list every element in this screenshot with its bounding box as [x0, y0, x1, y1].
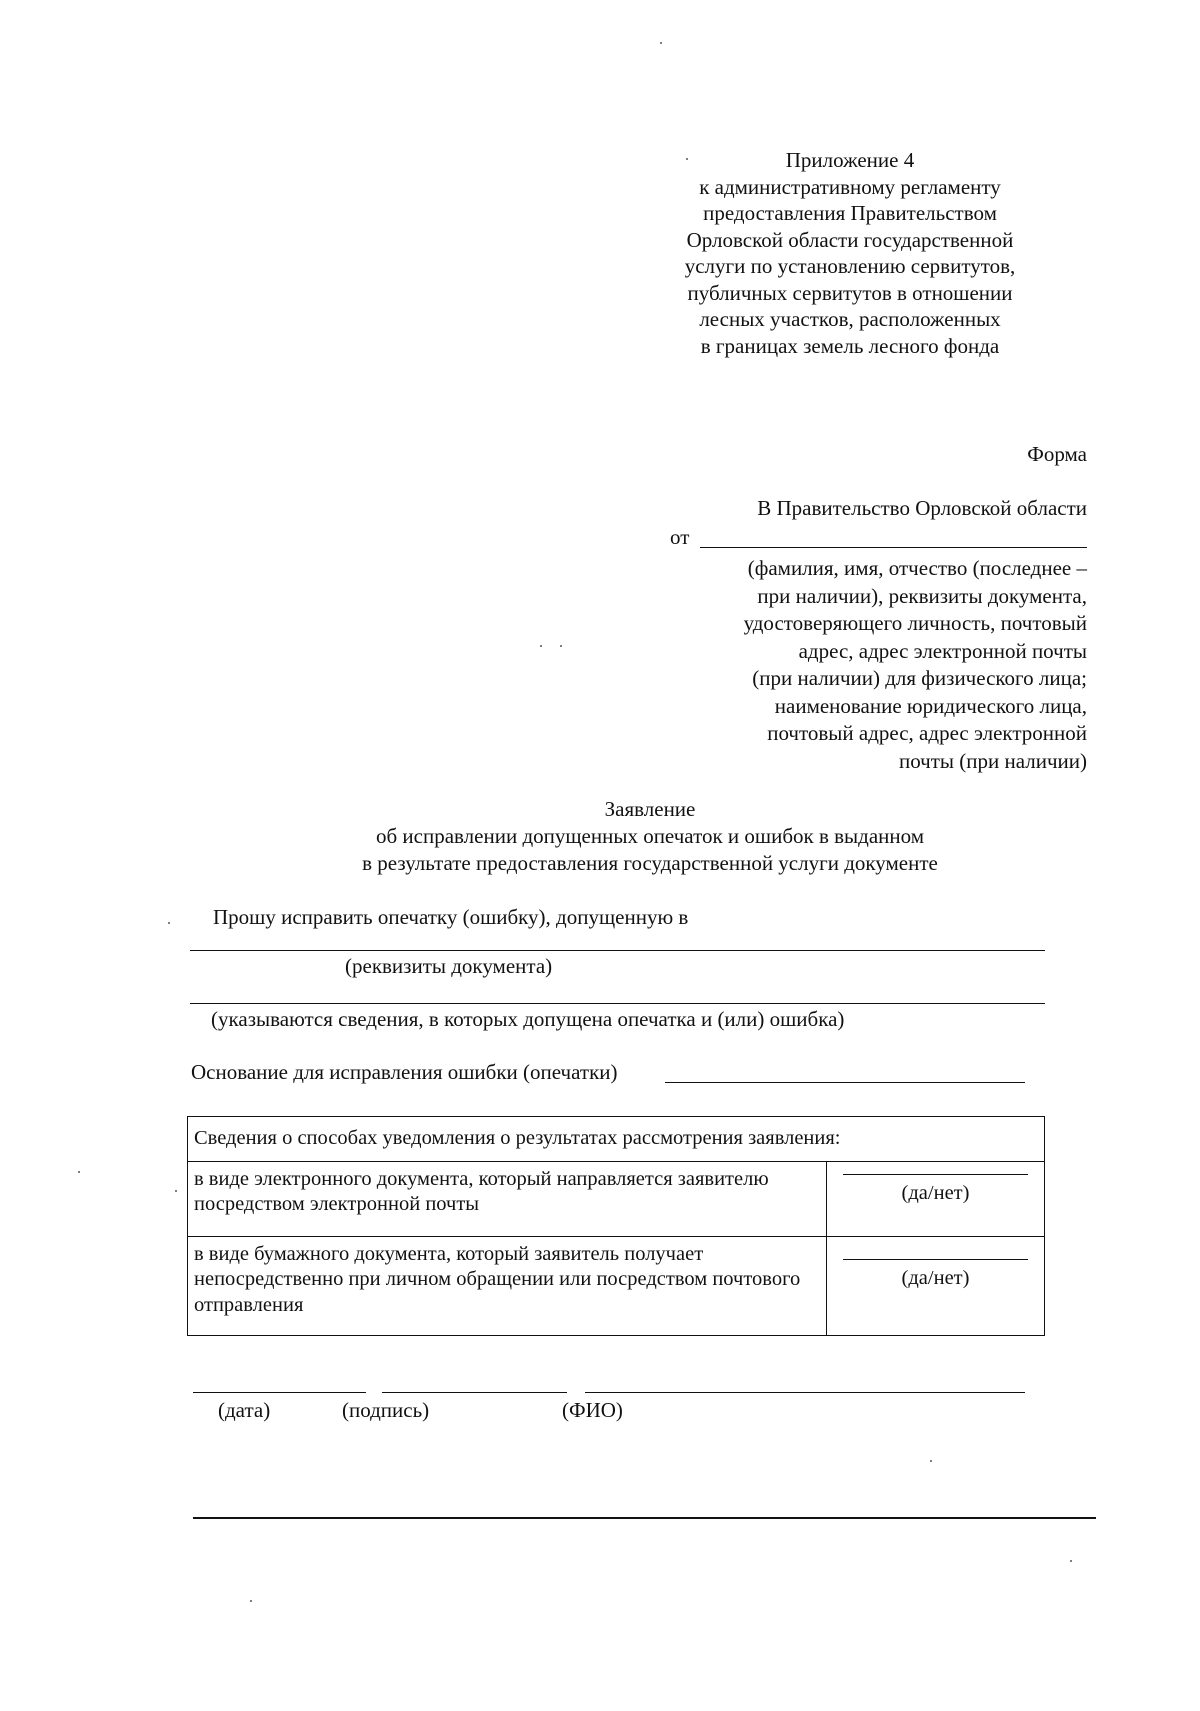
signature-caption: (подпись) [342, 1398, 430, 1422]
document-details-line[interactable] [190, 950, 1045, 951]
basis-label: Основание для исправления ошибки (опечатки) [191, 1060, 618, 1084]
title-line: Заявление [604, 797, 696, 821]
scan-speck [175, 1190, 177, 1192]
hint-line: (фамилия, имя, отчество (последнее – [747, 556, 1087, 580]
scan-speck [1070, 1560, 1072, 1562]
table-row-text: в виде электронного документа, который направляется заявителю посредством электронной почты [188, 1161, 827, 1236]
hint-line: (при наличии) для физического лица; [752, 666, 1087, 690]
from-row [670, 525, 1087, 551]
fio-caption: (ФИО) [562, 1398, 623, 1422]
title-line: в результате предоставления государственной услуги документе [362, 851, 938, 875]
addressee-to: В Правительство Орловской области [757, 496, 1087, 520]
date-line[interactable] [193, 1392, 366, 1393]
answer-caption: (да/нет) [901, 1181, 970, 1204]
appendix-header [640, 147, 1060, 359]
scan-speck [540, 645, 542, 647]
scan-speck [250, 1600, 252, 1602]
appendix-line: публичных сервитутов в отношении [687, 280, 1013, 305]
appendix-line: к административному регламенту [699, 174, 1001, 199]
date-caption: (дата) [218, 1398, 271, 1422]
notification-table [187, 1116, 1045, 1336]
from-field-line[interactable] [700, 547, 1087, 548]
appendix-line: предоставления Правительством [703, 201, 997, 225]
hint-line: наименование юридического лица, [774, 693, 1087, 718]
hint-line: почты (при наличии) [898, 748, 1087, 773]
form-label: Форма [1027, 442, 1087, 466]
bottom-rule [193, 1517, 1096, 1519]
table-row [188, 1161, 1045, 1236]
scan-speck [168, 922, 170, 924]
appendix-line: услуги по установлению сервитутов, [684, 254, 1016, 278]
scan-speck [930, 1460, 932, 1462]
hint-line: почтовый адрес, адрес электронной [767, 721, 1087, 745]
table-row [188, 1236, 1045, 1335]
signature-line[interactable] [382, 1392, 567, 1393]
request-text: Прошу исправить опечатку (ошибку), допущенную в [213, 905, 689, 929]
scan-speck [660, 42, 662, 44]
appendix-line: Орловской области государственной [686, 227, 1014, 252]
title-line: об исправлении допущенных опечаток и ошибок в выданном [375, 824, 925, 848]
fio-line[interactable] [585, 1392, 1025, 1393]
answer-cell[interactable] [827, 1236, 1045, 1335]
appendix-line: Приложение 4 [785, 148, 915, 172]
scan-speck [686, 158, 688, 160]
document-details-caption: (реквизиты документа) [345, 954, 553, 978]
error-info-caption: (указываются сведения, в которых допущена опечатка и (или) ошибка) [211, 1007, 845, 1031]
appendix-line: лесных участков, расположенных [699, 307, 1001, 331]
scan-speck [560, 645, 562, 647]
error-info-line[interactable] [190, 1003, 1045, 1004]
document-title [280, 796, 1020, 877]
addressee-hint [667, 555, 1087, 775]
scan-speck [78, 1171, 80, 1173]
from-label: от [670, 525, 690, 549]
hint-line: адрес, адрес электронной почты [798, 638, 1087, 663]
answer-line[interactable] [843, 1259, 1028, 1260]
table-row-text: в виде бумажного документа, который заявитель получает непосредственно при личном обращении или посредством почтового отправления [188, 1236, 827, 1335]
table-header-row [188, 1117, 1045, 1162]
table-header: Сведения о способах уведомления о результатах рассмотрения заявления: [188, 1117, 1045, 1162]
basis-line[interactable] [665, 1082, 1025, 1083]
appendix-line: в границах земель лесного фонда [700, 333, 1000, 358]
hint-line: удостоверяющего личность, почтовый [743, 611, 1087, 635]
hint-line: при наличии), реквизиты документа, [757, 583, 1087, 608]
answer-line[interactable] [843, 1174, 1028, 1175]
answer-caption: (да/нет) [901, 1266, 970, 1289]
answer-cell[interactable] [827, 1161, 1045, 1236]
